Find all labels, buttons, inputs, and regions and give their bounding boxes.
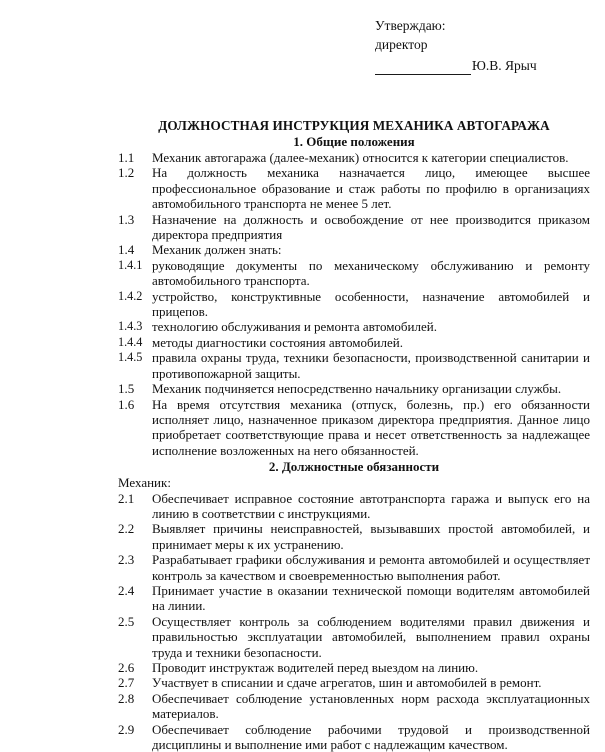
clause-number: 1.4.1 [118, 257, 143, 272]
clause-number: 1.4.5 [118, 350, 143, 365]
clause-1-2 [118, 165, 590, 211]
clause-text: Механик должен знать: [152, 242, 282, 258]
clause-2-1 [118, 491, 590, 522]
clause-text: Обеспечивает соблюдение рабочими трудовой и производственной дисциплины и выполнение ими работ с надлежащим качеством. [152, 721, 590, 752]
clause-1-3 [118, 212, 590, 243]
clause-number: 1.5 [118, 381, 135, 397]
clause-number: 1.4 [118, 242, 135, 258]
clause-number: 1.6 [118, 396, 135, 412]
clause-number: 2.6 [118, 660, 135, 675]
approver-name: Ю.В. Ярыч [472, 58, 537, 73]
clause-text: На время отсутствия механика (отпуск, болезнь, пр.) его обязанности исполняет лицо, назначенное приказом директора предприятия. Данное лицо приобретает соответствующие права и несет ответственность за надлежащее исполнение возложенных на него обязанностей. [152, 396, 590, 458]
clause-number: 1.4.4 [118, 334, 143, 349]
clause-text: Принимает участие в оказании технической помощи водителям автомобилей на линии. [152, 582, 590, 614]
section-2-intro: Механик: [118, 475, 171, 491]
clause-number: 1.1 [118, 150, 135, 165]
clause-text: руководящие документы по механическому обслуживанию и ремонту автомобильного транспорта. [152, 257, 590, 289]
clause-text: Механик подчиняется непосредственно начальнику организации службы. [152, 381, 562, 397]
clause-text: Назначение на должность и освобождение от нее производится приказом директора предприятия [152, 211, 590, 243]
clause-1-4 [118, 242, 590, 257]
clause-1-4-4 [118, 335, 590, 350]
document-body [118, 118, 590, 752]
clause-text: Проводит инструктаж водителей перед выездом на линию. [152, 660, 479, 675]
clause-text: Обеспечивает исправное состояние автотранспорта гаража и выпуск его на линию в соответствии с инструкциями. [152, 490, 590, 521]
clause-number: 1.4.2 [118, 288, 143, 303]
clause-1-4-3 [118, 319, 590, 334]
clause-text: Выявляет причины неисправностей, вызывавших простой автомобилей, и принимает меры к их устранению. [152, 521, 590, 552]
clause-number: 2.5 [118, 613, 135, 629]
clause-text: технологию обслуживания и ремонта автомобилей. [152, 319, 437, 335]
clause-number: 1.3 [118, 211, 135, 227]
clause-1-4-5 [118, 350, 590, 381]
clause-text: Механик автогаража (далее-механик) относится к категории специалистов. [152, 150, 569, 165]
clause-number: 2.1 [118, 490, 135, 506]
clause-number: 2.2 [118, 521, 135, 537]
section-heading-1: 1. Общие положения [293, 134, 415, 149]
clause-1-1 [118, 150, 590, 165]
clause-text: устройство, конструктивные особенности, назначение автомобилей и прицепов. [152, 288, 590, 320]
clause-text: На должность механика назначается лицо, имеющее высшее профессиональное образование и стаж работы по профилю в организациях автомобильного транспорта не менее 5 лет. [152, 165, 590, 212]
clause-text: правила охраны труда, техники безопасности, производственной санитарии и противопожарной защиты. [152, 350, 590, 381]
clause-text: Обеспечивает соблюдение установленных норм расхода эксплуатационных материалов. [152, 690, 590, 722]
approver-position: директор [375, 37, 428, 52]
clause-1-5 [118, 381, 590, 396]
clause-2-2 [118, 521, 590, 552]
clause-text: Осуществляет контроль за соблюдением водителями правил движения и правильностью эксплуатации автомобилей, выполнением правил охраны труда и техники безопасности. [152, 613, 590, 660]
clause-number: 2.8 [118, 690, 135, 706]
clause-1-4-1 [118, 258, 590, 289]
clause-number: 2.7 [118, 675, 135, 691]
clause-2-3 [118, 552, 590, 583]
clause-text: методы диагностики состояния автомобилей. [152, 334, 403, 350]
approval-label: Утверждаю: [375, 18, 446, 33]
section-heading-2: 2. Должностные обязанности [268, 459, 440, 475]
clause-text: Разрабатывает графики обслуживания и ремонта автомобилей и осуществляет контроль за качеством и своевременностью выполнения работ. [152, 552, 590, 583]
clause-2-9 [118, 722, 590, 752]
clause-number: 2.9 [118, 721, 135, 737]
clause-number: 2.4 [118, 582, 135, 598]
clause-2-5 [118, 614, 590, 660]
clause-2-7 [118, 675, 590, 690]
signature-blank-line [375, 61, 471, 75]
clause-2-4 [118, 583, 590, 614]
clause-number: 2.3 [118, 552, 135, 568]
approval-block [375, 16, 590, 75]
document-title: ДОЛЖНОСТНАЯ ИНСТРУКЦИЯ МЕХАНИКА АВТОГАРАЖА [158, 118, 550, 133]
signature-row [375, 56, 590, 75]
clause-number: 1.2 [118, 165, 135, 181]
clause-text: Участвует в списании и сдаче агрегатов, шин и автомобилей в ремонт. [152, 675, 542, 691]
clause-1-4-2 [118, 289, 590, 320]
clause-2-8 [118, 691, 590, 722]
clause-number: 1.4.3 [118, 319, 143, 334]
clause-2-6 [118, 660, 590, 675]
clause-1-6 [118, 397, 590, 459]
